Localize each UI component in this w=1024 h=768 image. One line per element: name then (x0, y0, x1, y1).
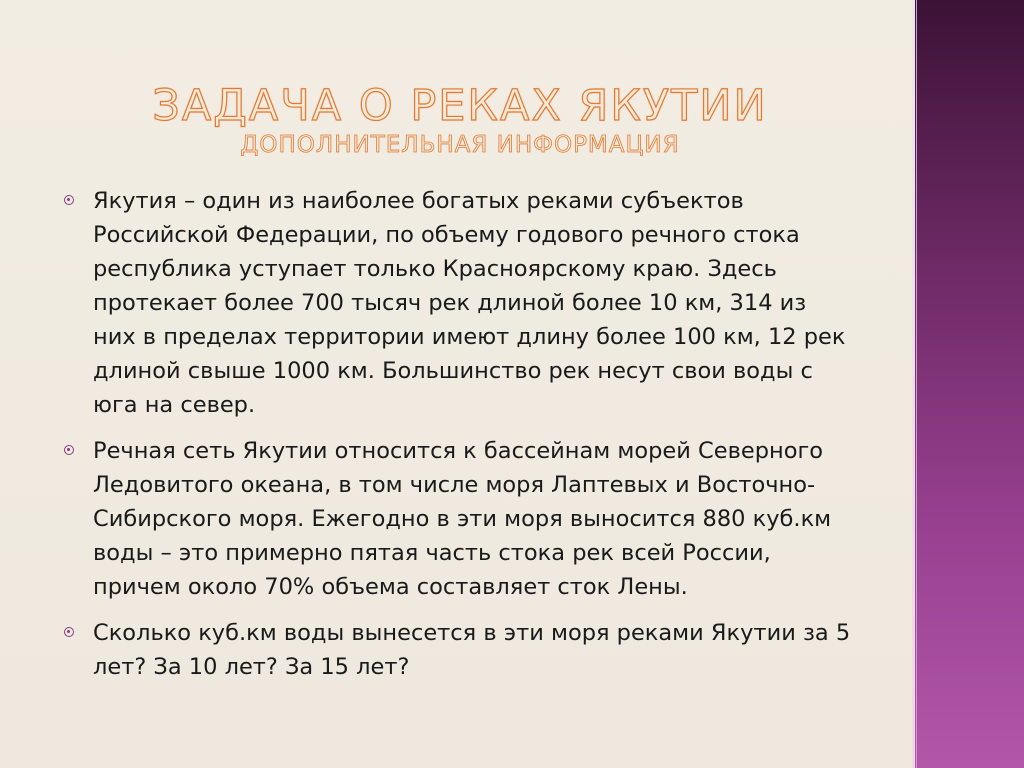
bullet-text: Сколько куб.км воды вынесется в эти моря реками Якутии за 5 лет? За 10 лет? За 15 лет? (93, 620, 851, 680)
bullet-item (62, 434, 852, 604)
slide-subtitle: ДОПОЛНИТЕЛЬНАЯ ИНФОРМАЦИЯ (240, 132, 680, 158)
bullet-item (62, 616, 852, 684)
slide-title: ЗАДАЧА О РЕКАХ ЯКУТИИ (152, 81, 768, 131)
bullet-text: Речная сеть Якутии относится к бассейнам морей Северного Ледовитого океана, в том числе моря Лаптевых и Восточно-Сибирского моря. Ежегодно в эти моря выносится 880 куб.км воды – это примерно пятая часть стока рек всей России, причем около 70% объема составляет сток Лены. (93, 438, 832, 600)
bullet-text: Якутия – один из наиболее богатых реками субъектов Российской Федерации, по объему годового речного стока республика уступает только Красноярскому краю. Здесь протекает более 700 тысяч рек длиной более 10 км, 314 из них в пределах территории имеют длину более 100 км, 12 рек длиной свыше 1000 км. Большинство рек несут свои воды с юга на север. (93, 188, 846, 418)
ring-bullet-icon (64, 445, 74, 455)
bullet-item (62, 184, 852, 422)
bullet-list (62, 184, 852, 696)
ring-bullet-icon (64, 627, 74, 637)
title-block (60, 80, 860, 158)
decorative-side-band (912, 0, 1024, 768)
ring-bullet-icon (64, 195, 74, 205)
